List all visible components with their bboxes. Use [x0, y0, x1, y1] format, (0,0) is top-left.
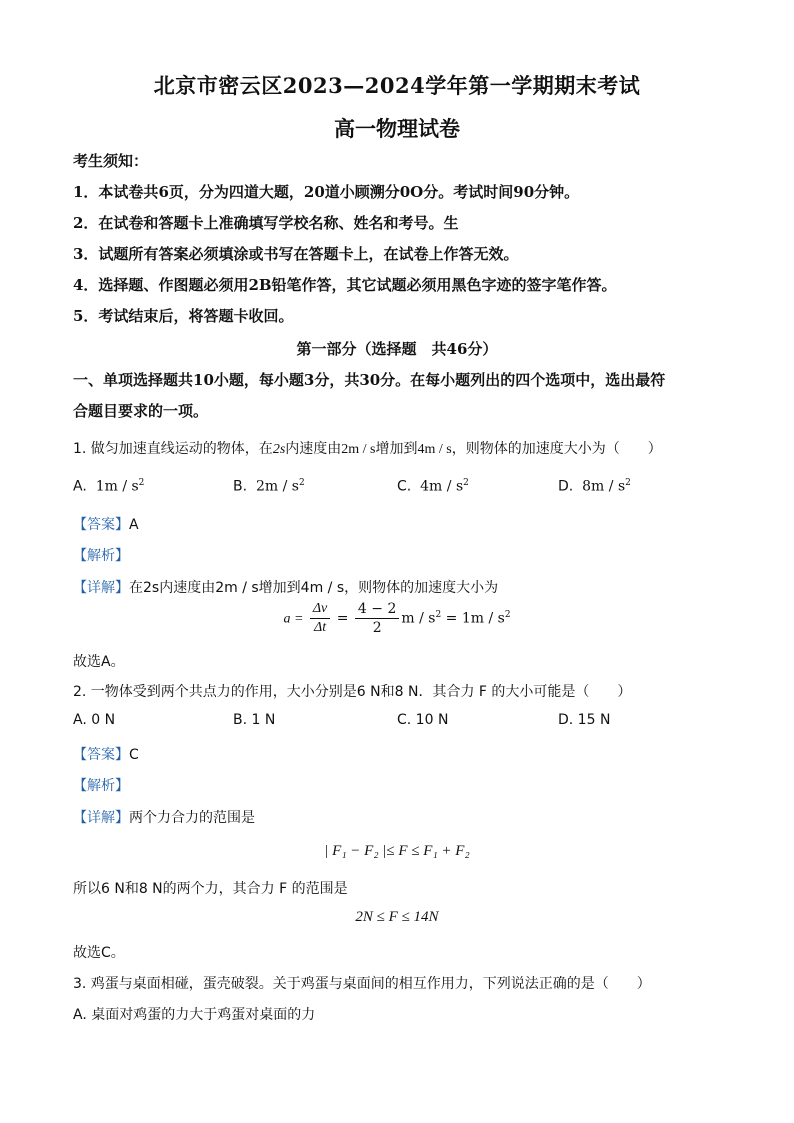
q1-option-b: B. $2m / s^2$	[233, 478, 305, 495]
answer-tag: 【答案】	[73, 517, 129, 533]
section1-line2: 合题目要求的一项。	[73, 402, 209, 420]
q2-formula-range: | F₁ − F₂ |≤ F ≤ F₁ + F₂	[324, 843, 470, 859]
q2-formula-result: 2N ≤ F ≤ 14N	[355, 909, 439, 925]
q1-option-a: A. $1m / s^2$	[73, 478, 145, 495]
q3-stem: 3. 鸡蛋与桌面相碰，蛋壳破裂。关于鸡蛋与桌面间的相互作用力，下列说法正确的是（ ）	[73, 976, 651, 992]
q2-option-c: C. 10 N	[397, 712, 449, 728]
q2-stem: 2. 一物体受到两个共点力的作用，大小分别是6 N和8 N．其合力 F 的大小可能是（ ）	[73, 684, 632, 700]
section1-line1: 一、单项选择题共10小题，每小题3分，共30分。在每小题列出的四个选项中，选出最符	[73, 371, 666, 389]
detail-tag: 【详解】	[73, 810, 129, 826]
q2-option-d: D. 15 N	[558, 712, 611, 728]
notice-item-5: 5．考试结束后，将答题卡收回。	[73, 307, 294, 325]
notice-item-2: 2．在试卷和答题卡上准确填写学校名称、姓名和考号。生	[73, 214, 459, 232]
q2-middle-text: 所以6 N和8 N的两个力，其合力 F 的范围是	[73, 881, 348, 897]
detail-tag: 【详解】	[73, 580, 129, 596]
q1-option-d: D. $8m / s^2$	[558, 478, 631, 495]
q2-option-a: A. 0 N	[73, 712, 116, 728]
notice-heading: 考生须知：	[73, 152, 149, 170]
q1-stem: 1. 做匀加速直线运动的物体，在2s内速度由2m / s增加到4m / s，则物体的加速度大小为（ ）	[73, 441, 662, 457]
exam-subtitle: 高一物理试卷	[334, 116, 460, 141]
q2-detail: 【详解】两个力合力的范围是	[73, 810, 255, 826]
q1-option-c: C. $4m / s^2$	[397, 478, 469, 495]
q2-answer: 【答案】C	[73, 747, 139, 763]
q2-analysis-tag: 【解析】	[73, 778, 129, 794]
notice-item-4: 4．选择题、作图题必须用2B铅笔作答，其它试题必须用黑色字迹的签字笔作答。	[73, 276, 617, 294]
q1-detail: 【详解】在2s内速度由2m / s增加到4m / s，则物体的加速度大小为	[73, 580, 499, 596]
answer-tag: 【答案】	[73, 747, 129, 763]
q1-formula: a = $\frac{\Delta v}{\Delta t}$ = $\frac{4 - 2}{2}$ $m / s^2 = 1m / s^2$	[283, 601, 511, 636]
q1-answer: 【答案】A	[73, 517, 139, 533]
q1-conclusion: 故选A。	[73, 654, 125, 670]
q1-analysis-tag: 【解析】	[73, 548, 129, 564]
notice-item-3: 3．试题所有答案必须填涂或书写在答题卡上，在试卷上作答无效。	[73, 245, 519, 263]
notice-item-1: 1．本试卷共6页，分为四道大题，20道小顾溯分0O分。考试时间90分钟。	[73, 183, 580, 201]
part1-heading: 第一部分（选择题 共46分）	[296, 340, 498, 358]
q2-conclusion: 故选C。	[73, 945, 125, 961]
exam-title: 北京市密云区2023—2024学年第一学期期末考试	[153, 73, 641, 98]
q2-option-b: B. 1 N	[233, 712, 276, 728]
q3-option-a: A. 桌面对鸡蛋的力大于鸡蛋对桌面的力	[73, 1007, 316, 1023]
